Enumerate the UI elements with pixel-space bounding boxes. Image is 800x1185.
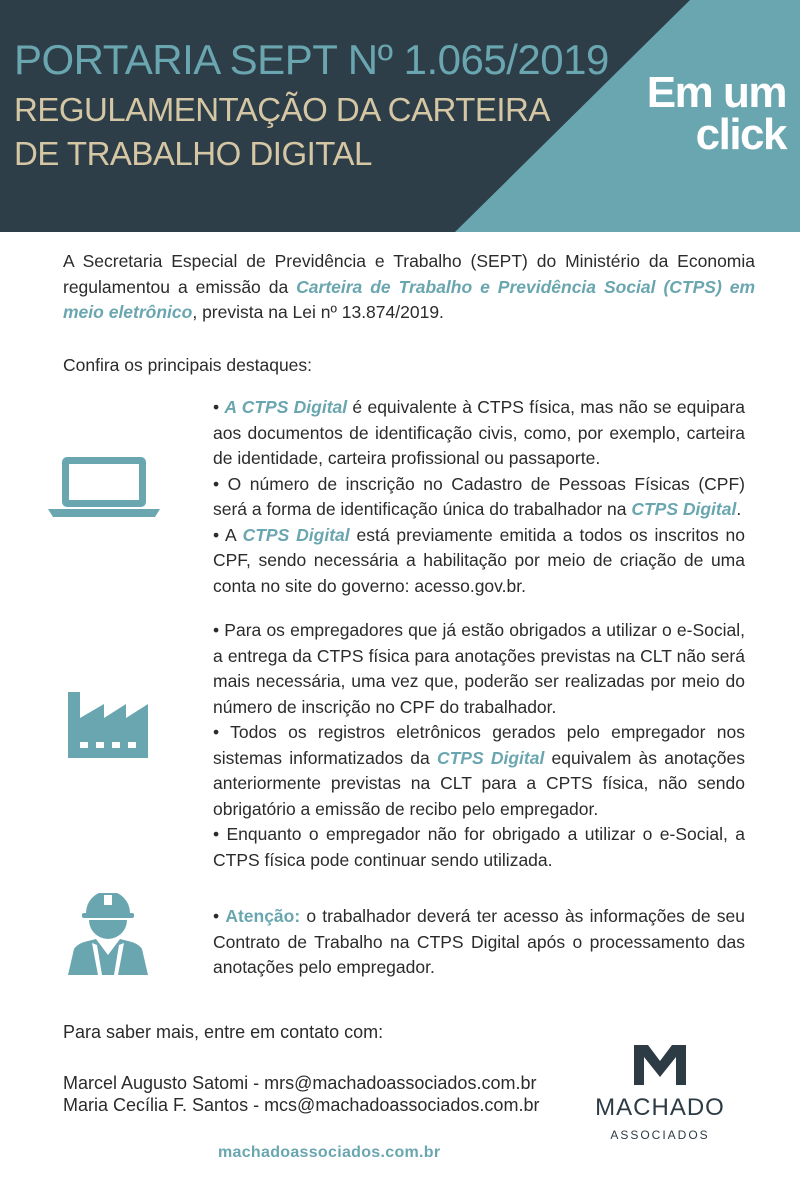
bullet-end: . [736,499,742,519]
bullet-text: • A [213,524,243,545]
highlight-ctps: CTPS Digital [631,499,737,519]
header-banner [0,0,800,232]
bullet-ctps-equivalente [213,395,745,472]
highlights-label: Confira os principais destaques: [63,355,313,375]
intro-highlight: Carteira de Trabalho e Previdência Social (CTPS) em meio eletrônico [63,276,756,322]
logo-name: MACHADO [595,1094,725,1121]
factory-icon [66,690,150,758]
title-line-2: REGULAMENTAÇÃO DA CARTEIRA [14,91,550,128]
website-link[interactable]: machadoassociados.com.br [218,1144,441,1161]
bullet-text: • Todos os registros eletrônicos gerados pelo empregador nos sistemas informatizados da [213,722,745,768]
title-line-3: DE TRABALHO DIGITAL [14,135,372,172]
highlight-ctps: A CTPS Digital [224,397,348,417]
em-um-click-badge [576,68,786,159]
bullet-atencao [213,904,745,981]
bullet-ctps-fisica-continua: • Enquanto o empregador não for obrigado a utilizar o e-Social, a CTPS física pode continuar sendo utilizada. [213,824,745,870]
laptop-icon [48,455,160,519]
logo-mark-icon [630,1045,690,1085]
bullet-text: equivalem às anotações anteriormente previstas na CLT para a CPTS física, não sendo obrigatório a emissão de recibo pelo empregador. [213,747,746,819]
badge-line-1: Em um [646,68,786,117]
bullet-text: o trabalhador deverá ter acesso às informações de seu Contrato de Trabalho na CTPS Digital após o processamento das anotações pelo empregador. [213,906,745,977]
contact-person-1: Marcel Augusto Satomi - mrs@machadoassociados.com.br [63,1073,537,1093]
contact-intro: Para saber mais, entre em contato com: [63,1022,384,1042]
bullet-text: está previamente emitida a todos os inscritos no CPF, sendo necessária a habilitação por meio de criação de uma conta no site do governo: acesso.gov.br. [213,524,745,596]
worker-icon [66,893,150,975]
bullet-esocial-obrigados: • Para os empregadores que já estão obrigados a utilizar o e-Social, a entrega da CTPS física para anotações previstas na CLT não será mais necessária, uma vez que, poderão ser realizadas por meio do número de inscrição no CPF do trabalhador. [213,620,745,717]
highlight-ctps: CTPS Digital [242,524,350,545]
bullet-previamente-emitida [213,523,745,600]
bullet-mark: • [213,397,225,417]
highlight-atencao: Atenção: [225,906,301,926]
intro-paragraph [63,249,755,326]
bullet-mark: • [213,906,226,926]
intro-text-end: , prevista na Lei nº 13.874/2019. [192,302,444,322]
intro-text: A Secretaria Especial de Previdência e Trabalho (SEPT) do Ministério da Economia regulamentou a emissão da [63,251,755,297]
bullet-text: é equivalente à CTPS física, mas não se equipara aos documentos de identificação civis, como, por exemplo, carteira de identidade, carteira profissional ou passaporte. [213,397,745,468]
bullet-registros-eletronicos [213,720,745,822]
bullet-cpf-identificacao [213,472,745,523]
section-ctps-digital [213,395,745,599]
section-atencao [213,904,745,981]
section-empregadores [213,618,745,873]
highlight-ctps: CTPS Digital [436,747,545,768]
contact-person-2: Maria Cecília F. Santos - mcs@machadoassociados.com.br [63,1095,540,1115]
logo-sub: ASSOCIADOS [610,1128,710,1142]
badge-line-2: click [695,110,786,159]
bullet-text: • O número de inscrição no Cadastro de Pessoas Físicas (CPF) será a forma de identificação única do trabalhador na [213,473,745,519]
title-line-1: PORTARIA SEPT Nº 1.065/2019 [14,36,609,83]
title-subtitle [14,88,550,176]
machado-logo [585,1045,735,1142]
